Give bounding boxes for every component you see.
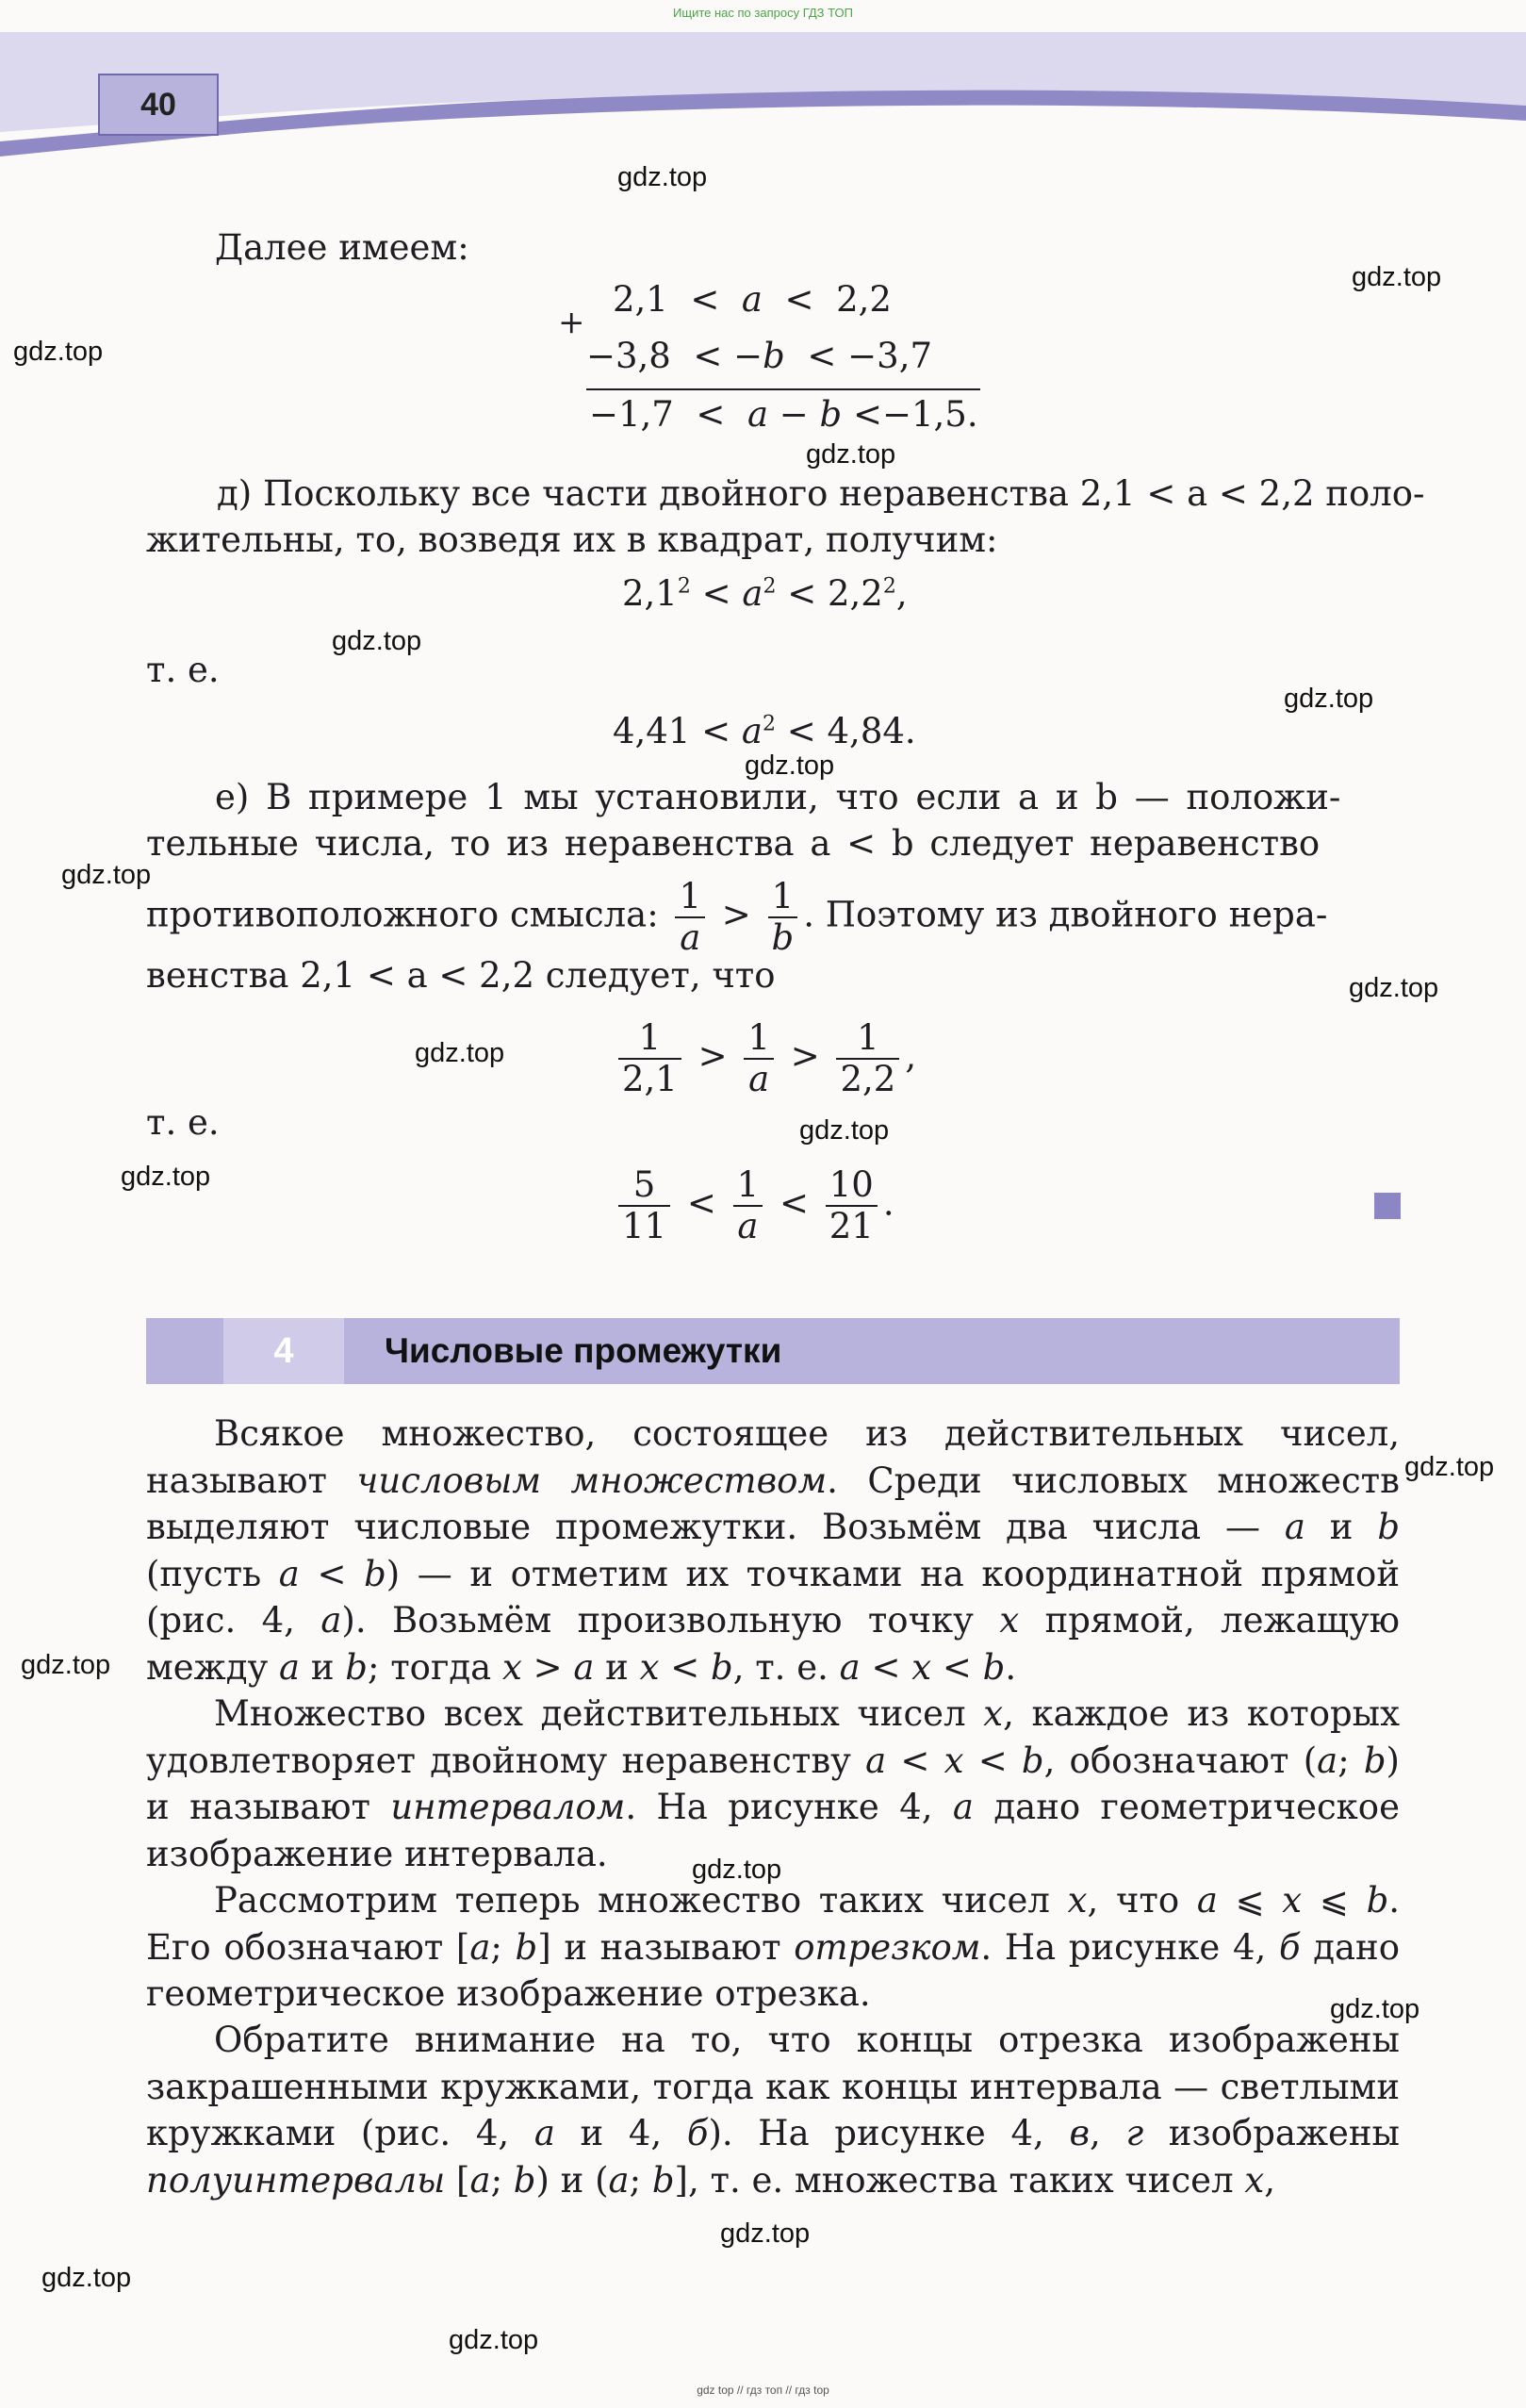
watermark: gdz.top xyxy=(799,1115,890,1146)
watermark: gdz.top xyxy=(41,2263,132,2293)
inequality-1: 2,1 < a < 2,2 xyxy=(613,279,892,320)
fraction-1-over-a: $\frac{1}{a}$ xyxy=(675,877,705,958)
section-title: Числовые промежутки xyxy=(385,1331,782,1370)
watermark: gdz.top xyxy=(1404,1452,1495,1482)
watermark: gdz.top xyxy=(61,860,152,890)
watermark: gdz.top xyxy=(745,750,835,781)
reciprocal-inequality: $\frac{1}{2,1}$ > $\frac{1}{a}$ > $\frac{1}{2,2}$ , xyxy=(613,1018,916,1099)
te-label-1: т. е. xyxy=(146,650,220,690)
top-search-note: Ищите нас по запросу ГДЗ ТОП xyxy=(673,6,853,20)
watermark: gdz.top xyxy=(617,162,708,192)
watermark: gdz.top xyxy=(21,1650,111,1680)
watermark: gdz.top xyxy=(1284,684,1374,714)
part-e-line-1: е) В примере 1 мы установили, что если a и b — положи- xyxy=(215,777,1341,817)
part-d-line-1: д) Поскольку все части двойного неравенства 2,1 < a < 2,2 поло- xyxy=(217,473,1425,514)
intro-text: Далее имеем: xyxy=(215,227,469,268)
watermark: gdz.top xyxy=(692,1855,782,1885)
part-e-line-2: тельные числа, то из неравенства a < b следует неравенство xyxy=(146,823,1321,864)
fraction-1-over-b: $\frac{1}{b}$ xyxy=(768,877,798,958)
part-e-line-3: противоположного смысла: $\frac{1}{a}$ > $\frac{1}{b}$ . Поэтому из двойного нера- xyxy=(146,876,1328,958)
inequality-sum: −1,7 < a − b <−1,5. xyxy=(589,394,978,435)
watermark: gdz.top xyxy=(1349,973,1439,1003)
watermark: gdz.top xyxy=(806,439,896,470)
end-of-solution-square xyxy=(1374,1193,1401,1219)
inequality-2: −3,8 < −b < −3,7 xyxy=(586,336,933,376)
te-label-2: т. е. xyxy=(146,1102,220,1143)
watermark: gdz.top xyxy=(415,1038,505,1068)
watermark: gdz.top xyxy=(449,2325,539,2355)
watermark: gdz.top xyxy=(121,1162,211,1192)
paragraph-half-intervals: Обратите внимание на то, что концы отрезка изображены закрашенными кружками, тогда как концы интервала — светлыми кружками (рис. 4, а и 4, б). На рисунке 4, в, г изображены полуинтервалы [a; b) и (a; b], т. е. множества таких чисел x, xyxy=(146,2020,1400,2201)
paragraph-segment: Рассмотрим теперь множество таких чисел x, что a ⩽ x ⩽ b. Его обозначают [a; b] и называют отрезком. На рисунке 4, б дано геометрическое изображение отрезка. xyxy=(146,1880,1401,2014)
watermark: gdz.top xyxy=(13,337,104,367)
paragraph-interval: Множество всех действительных чисел x, каждое из которых удовлетворяет двойному неравенству a < x < b, обозначают (a; b) и называют интервалом. На рисунке 4, а дано геометрическое изображение интервала. xyxy=(146,1693,1400,1874)
plus-sign: + xyxy=(558,304,585,341)
watermark: gdz.top xyxy=(720,2218,811,2249)
sum-line xyxy=(586,388,980,390)
squares-result: $4,41 < a^2 < 4,84$. xyxy=(613,711,916,751)
part-d-line-2: жительны, то, возведя их в квадрат, получим: xyxy=(146,520,998,560)
page-number: 40 xyxy=(98,74,219,136)
final-inequality: $\frac{5}{11}$ < $\frac{1}{a}$ < $\frac{10}{21}$ . xyxy=(613,1165,894,1246)
bottom-note: gdz top // гдз топ // гдз top xyxy=(697,2383,829,2397)
header-band xyxy=(0,0,1526,189)
part-e-line-4: венства 2,1 < a < 2,2 следует, что xyxy=(146,955,776,996)
watermark: gdz.top xyxy=(1352,262,1442,292)
watermark: gdz.top xyxy=(332,626,422,656)
section-number: 4 xyxy=(223,1318,344,1384)
squares-inequality: $2,1^2 < a^2 < 2,2^2$, xyxy=(622,573,908,614)
watermark: gdz.top xyxy=(1330,1994,1420,2024)
paragraph-numeric-sets: Всякое множество, состоящее из действительных чисел, называют числовым множеством. Среди числовых множеств выделяют числовые промежутки. Возьмём два числа — a и b (пусть a < b) — и отметим их точками на координатной прямой (рис. 4, а). Возьмём произвольную точку x прямой, лежащую между a и b; тогда x > a и x < b, т. е. a < x < b. xyxy=(146,1413,1400,1688)
